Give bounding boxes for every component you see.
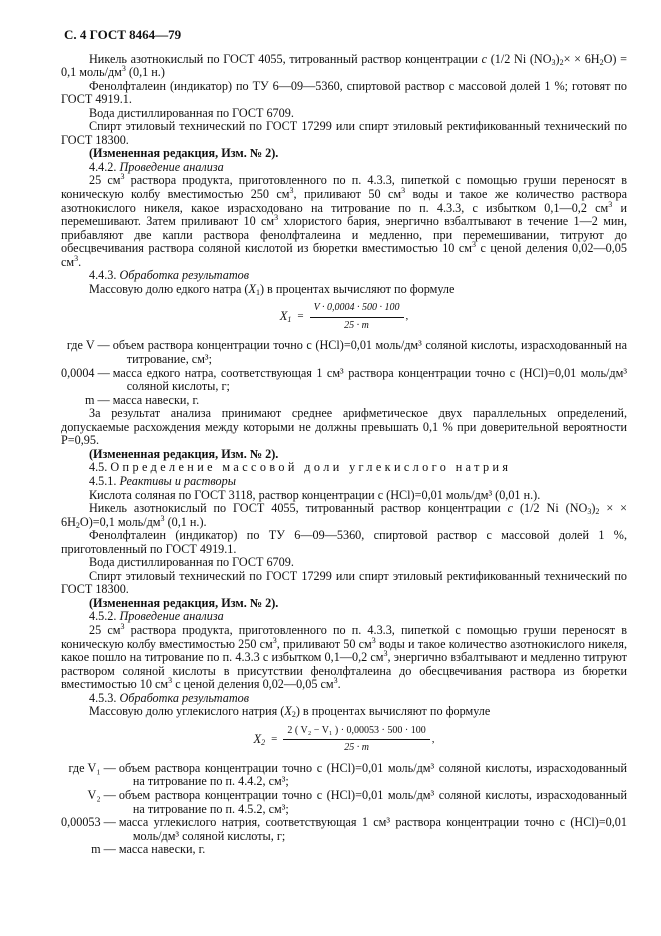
reagent-phenolphthalein: Фенолфталеин (индикатор) по ТУ 6—09—5360, спиртовой раствор с массовой долей 1 %, приготовленный по ГОСТ 4919.1. bbox=[61, 528, 627, 556]
section-4-5-3-heading: 4.5.3. Обработка результатов bbox=[89, 690, 250, 705]
section-4-5-1-heading: 4.5.1. Реактивы и растворы bbox=[89, 473, 236, 488]
amendment-note: (Измененная редакция, Изм. № 2). bbox=[89, 146, 279, 161]
formula-intro-x2: Массовую долю углекислого натрия $(X_2)$ в процентах вычисляют по формуле bbox=[89, 704, 491, 720]
reagent-spirit: Спирт этиловый технический по ГОСТ 17299 или спирт этиловый ректификованный технический по ГОСТ 18300. bbox=[61, 568, 627, 597]
formula-intro-x1: Массовую долю едкого натра $(X_1)$ в процентах вычисляют по формуле bbox=[89, 281, 455, 297]
formula-x1-definitions: где V — объем раствора концентрации точно c (HCl)=0,01 моль/дм³ соляной кислоты, израсходованный на титрование, см³; 0,0004 — масса едкого натра, соответствующая 1 см³ раствора концентрации точно c (HCl)=0,01 моль/дм³ соляной кислоты, г; m — масса навески, г. bbox=[61, 338, 627, 407]
amendment-note: (Измененная редакция, Изм. № 2). bbox=[89, 446, 279, 461]
reagent-water: Вода дистиллированная по ГОСТ 6709. bbox=[89, 555, 294, 570]
formula-x2: $X_2$ = $\frac{\text{2 ( V₂ − V₁ ) · 0,00053 · 500 · 100}}{25 \cdot m}$ , bbox=[253, 724, 435, 754]
reagent-nickel: Никель азотнокислый по ГОСТ 4055, титрованный раствор концентрации c (1/2 Ni $(NO_3)_2$ × × $6H_2O)=0,1$ моль/$дм^3$ (0,1 н.). bbox=[61, 501, 628, 530]
reagent-spirit: Спирт этиловый технический по ГОСТ 17299 или спирт этиловый ректификованный технический по ГОСТ 18300. bbox=[61, 119, 627, 147]
section-4-5-2-body: 25 $см^3$ раствора продукта, приготовленного по п. 4.3.3, пипеткой с помощью груши переносят в коническую колбу вместимостью 250 $см^3$, приливают 50 $см^3$ воды и такое количество азотнокислого никеля, какое пошло на титрование по п. 4.3.3 с избытком 0,1—0,2 $см^3$, энергично взбалтывают и медленно титруют раствором соляной кислоты в присутствии фенолфталеина до обесцвечивания раствора из бюретки вместимостью 10 $см^3$ с ценой деления 0,02—0,05 $см^3$. bbox=[61, 621, 628, 692]
document-page bbox=[61, 28, 627, 857]
section-4-4-3-heading: 4.4.3. Обработка результатов bbox=[89, 268, 250, 283]
page-header: С. 4 ГОСТ 8464—79 bbox=[64, 27, 182, 42]
formula-x1: $X_1$ = $\frac{V \cdot 0,0004 \cdot 500 \cdot 100}{25 \cdot m}$ , bbox=[279, 302, 409, 331]
section-4-5-2-heading: 4.5.2. Проведение анализа bbox=[89, 609, 224, 624]
amendment-note: (Измененная редакция, Изм. № 2). bbox=[89, 595, 279, 610]
formula-x2-definitions: где V₁ — объем раствора концентрации точно c (HCl)=0,01 моль/дм³ соляной кислоты, израсходованный на титрование по п. 4.4.2, см³; V₂ — объем раствора концентрации точно c (HCl)=0,01 моль/дм³ соляной кислоты, израсходованный на титрование по п. 4.5.2, см³; 0,00053 — масса углекислого натрия, соответствующая 1 см³ раствора концентрации точно c (HCl)=0,01 моль/дм³ соляной кислоты, г; m — масса навески, г. bbox=[61, 760, 627, 857]
reagent-nickel: Никель азотнокислый по ГОСТ 4055, титрованный раствор концентрации c (1/2 Ni $(NO_3)_2\times \times 6H_2O) = 0,1$ моль/$дм^3$ (0,1 н.) bbox=[61, 51, 627, 80]
section-4-5-heading: 4.5. Определение массовой доли углекислого натрия bbox=[89, 460, 512, 475]
reagent-phenolphthalein: Фенолфталеин (индикатор) по ТУ 6—09—5360, спиртовой раствор с массовой долей 1 %; готовят по ГОСТ 4919.1. bbox=[61, 78, 627, 107]
section-4-4-2-heading: 4.4.2. Проведение анализа bbox=[89, 159, 224, 174]
result-statement: За результат анализа принимают среднее арифметическое двух параллельных определений, допускаемые расхождения между которыми не должны превышать 0,1 % при доверительной вероятности P=0,95. bbox=[61, 406, 627, 448]
reagent-water: Вода дистиллированная по ГОСТ 6709. bbox=[89, 105, 294, 120]
section-4-4-2-body: 25 $см^3$ раствора продукта, приготовленного по п. 4.3.3, пипеткой с помощью груши переносят в коническую колбу вместимостью 250 $см^3$, приливают 50 $см^3$ воды и такое же количество раствора азотнокислого никеля, какое израсходовано на титрование по п. 4.3.3, с избытком 0,1—0,2 $см^3$ и перемешивают. Затем приливают 10 $см^3$ хлористого бария, энергично взбалтывают в течение 1—2 мин, прибавляют две капли раствора фенолфталеина и медленно, при перемешивании, титруют до обесцвечивания раствора соляной кислотой из бюретки вместимостью 10 $см^3$ с ценой деления 0,02—0,05 $см^3$. bbox=[61, 172, 628, 269]
reagent-acid: Кислота соляная по ГОСТ 3118, раствор концентрации c (HCl)=0,01 моль/дм³ (0,01 н.). bbox=[89, 487, 541, 502]
